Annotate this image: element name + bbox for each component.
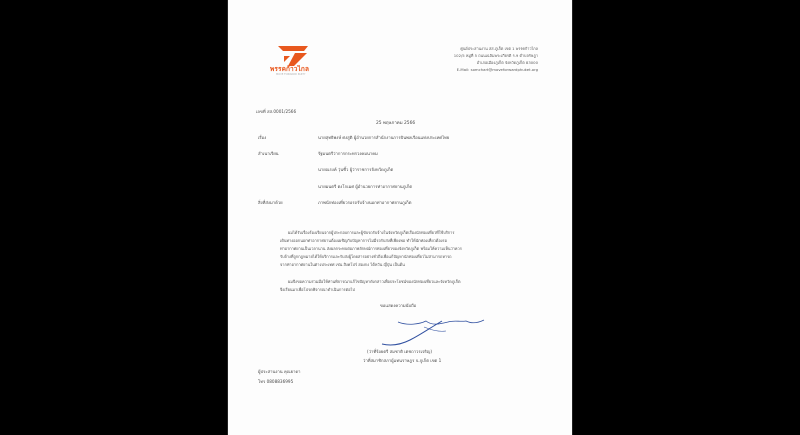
paragraph-1-line-3: ท่าอากาศยานเป็นเวลานาน ส่งผลกระทบต่อภาพลักษณ์การท่องเที่ยวของจังหวัดภูเก็ต พร้อมให้ความเห็นว่าควร (280, 246, 462, 251)
cc-value-1: รัฐมนตรีว่าการกระทรวงคมนาคม (318, 151, 378, 156)
cc-label: สำเนาเรียน (258, 151, 279, 156)
signer-name: (ว่าที่ร้อยตรี สมชาติ เตชถาวรเจริญ) (367, 349, 432, 354)
paragraph-1-line-1: ผมได้รับเรื่องร้องเรียนจากผู้ประกอบการและผู้ขับรถรับจ้างในจังหวัดภูเก็ตเรื่องนักท่องเที่ยวที่ใช้บริการ (288, 230, 455, 235)
address-line-2: 102/5 หมู่ที่ 5 ถนนเฉลิมพระเกียรติ ร.9 ตำบลรัษฎา (453, 53, 538, 58)
document-number: เลขที่ สส.0001/2566 (256, 109, 297, 114)
attachment-value: ภาพนักท่องเที่ยวรอรถรับจ้างนอกท่าอากาศยานภูเก็ต (318, 200, 412, 205)
contact-person: ผู้ประสานงาน คุณยาดา (258, 369, 301, 374)
cc-value-2: นายณรงค์ วุ่นซิ้ว ผู้ว่าราชการจังหวัดภูเก็ต (318, 167, 394, 172)
contact-phone: โทร 0808836995 (258, 379, 294, 384)
document-page (228, 0, 572, 435)
signer-title: ว่าที่สมาชิกสภาผู้แทนราษฎร จ.ภูเก็ต เขต 1 (363, 358, 442, 363)
subject-label: เรื่อง (258, 135, 267, 140)
paragraph-1-line-2: เดินทางออกนอกท่าอากาศยานต้องเผชิญกับปัญหาการไม่มีรถรับส่งที่เพียงพอ ทำให้นักท่องเที่ยวต้องรอ (280, 238, 447, 243)
subject-value: นายสุทธิพงษ์ ศงสูติ ผู้อำนวยการสำนักงานการบินพลเรือนแห่งประเทศไทย (318, 135, 450, 140)
address-line-1: ศูนย์ประสานงาน สส.ภูเก็ต เขต 1 พรรคก้าวไกล (460, 46, 538, 51)
cc-value-3: นายมนตรี ตงโกเมศ ผู้อำนวยการท่าอากาศยานภูเก็ต (318, 184, 413, 189)
address-email: E-Mail: somchart@moveforwardphuket.org (456, 67, 538, 72)
closing-text: ขอแสดงความนับถือ (380, 303, 417, 308)
document-date: 25 พฤษภาคม 2566 (376, 121, 416, 126)
paragraph-2-line-2: จึงเรียนมาเพื่อโปรดพิจารณาดำเนินการต่อไป (280, 287, 355, 292)
address-line-3: อำเภอเมืองภูเก็ต จังหวัดภูเก็ต 83000 (476, 60, 538, 65)
paragraph-2-line-1: ผมจึงขอความร่วมมือให้ท่านพิจารณาแก้ไขปัญหาดังกล่าวเพื่อประโยชน์ของนักท่องเที่ยวและจังหวัดภูเก็ต (288, 279, 461, 284)
handwritten-signature (380, 318, 490, 348)
paragraph-1-line-5: จากท่าอากาศยานในต่างประเทศ เช่น สิงคโปร์ ฮ่องกง ไต้หวัน ญี่ปุ่น เป็นต้น (280, 262, 405, 267)
party-name: พรรคก้าวไกล (270, 65, 310, 73)
attachment-label: สิ่งที่ส่งมาด้วย (258, 200, 283, 205)
party-subtitle: MOVE FORWARD PARTY (276, 73, 306, 76)
paragraph-1-line-4: รับจ้างที่ถูกกฎหมายได้ให้บริการและรับส่งผู้โดยสารอย่างทั่วถึงเพื่อแก้ปัญหานักท่องเที่ยวไม่สามารถหารถ (280, 254, 452, 259)
